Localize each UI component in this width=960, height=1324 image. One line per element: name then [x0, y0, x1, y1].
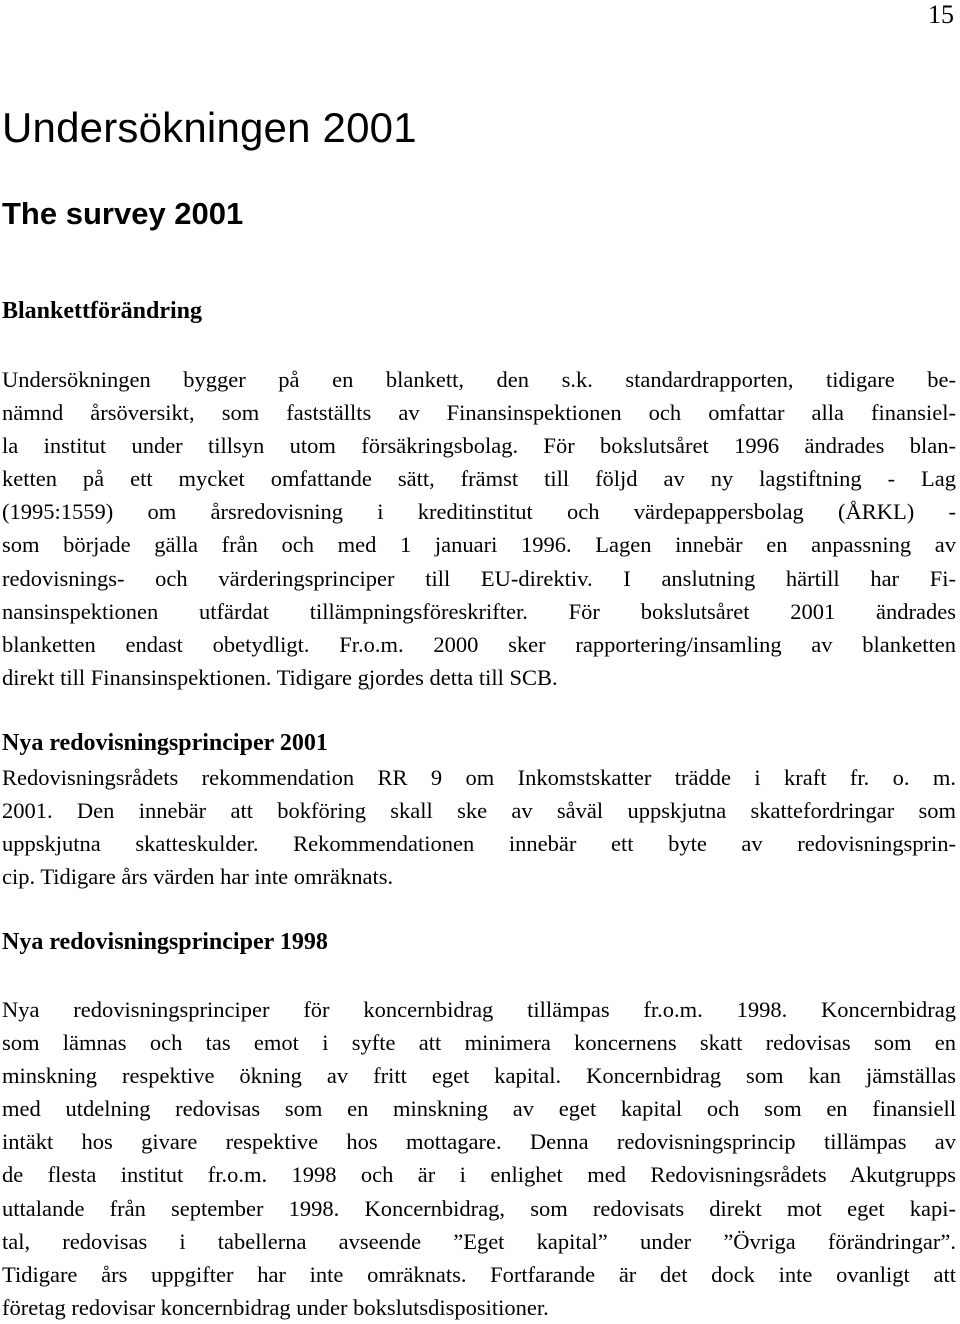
paragraph-line: Redovisningsrådets rekommendation RR 9 om Inkomstskatter trädde i kraft fr. o. m. [2, 765, 956, 790]
paragraph-line: 2001. Den innebär att bokföring skall ske av såväl uppskjutna skattefordringar som [2, 798, 956, 824]
paragraph-line: nansinspektionen utfärdat tillämpningsföreskrifter. För bokslutsåret 2001 ändrades [2, 598, 956, 624]
section-heading-principer-2001: Nya redovisningsprinciper 2001 [2, 730, 328, 756]
section-body-principer-2001 [2, 761, 956, 893]
paragraph-line: cip. Tidigare års värden har inte omräknats. [2, 864, 394, 890]
paragraph-line: nämnd årsöversikt, som fastställts av Finansinspektionen och omfattar alla finansiel- [2, 400, 956, 426]
paragraph-line: uttalande från september 1998. Koncernbidrag, som redovisats direkt mot eget kapi- [2, 1195, 956, 1221]
paragraph-line: direkt till Finansinspektionen. Tidigare gjordes detta till SCB. [2, 664, 558, 690]
paragraph-line: med utdelning redovisas som en minskning av eget kapital och som en finansiell [2, 1096, 956, 1122]
paragraph-line: Tidigare års uppgifter har inte omräknats. Fortfarande är det dock inte ovanligt att [2, 1261, 956, 1287]
page-title: Undersökningen 2001 [2, 104, 417, 151]
paragraph-line: Undersökningen bygger på en blankett, den s.k. standardrapporten, tidigare be- [2, 367, 956, 392]
section-heading-principer-1998: Nya redovisningsprinciper 1998 [2, 929, 328, 955]
paragraph-line: tal, redovisas i tabellerna avseende ”Eget kapital” under ”Övriga förändringar”. [2, 1228, 956, 1254]
paragraph-line: företag redovisar koncernbidrag under bokslutsdispositioner. [2, 1294, 549, 1320]
paragraph-line: la institut under tillsyn utom försäkringsbolag. För bokslutsåret 1996 ändrades blan- [2, 433, 956, 459]
section-heading-blankettforandring: Blankettförändring [2, 298, 203, 324]
paragraph-line: blanketten endast obetydligt. Fr.o.m. 2000 sker rapportering/insamling av blanketten [2, 631, 956, 657]
section-body-principer-1998 [2, 993, 956, 1324]
page-number: 15 [928, 0, 954, 29]
paragraph-line: ketten på ett mycket omfattande sätt, främst till följd av ny lagstiftning - Lag [2, 466, 956, 492]
paragraph-line: de flesta institut fr.o.m. 1998 och är i enlighet med Redovisningsrådets Akutgrupps [2, 1162, 956, 1188]
paragraph-line: som lämnas och tas emot i syfte att minimera koncernens skatt redovisas som en [2, 1030, 956, 1056]
paragraph-line: intäkt hos givare respektive hos mottagare. Denna redovisningsprincip tillämpas av [2, 1129, 956, 1155]
paragraph-line: uppskjutna skatteskulder. Rekommendationen innebär ett byte av redovisningsprin- [2, 831, 956, 857]
paragraph-line: redovisnings- och värderingsprinciper till EU-direktiv. I anslutning härtill har Fi- [2, 565, 956, 591]
paragraph-line: minskning respektive ökning av fritt eget kapital. Koncernbidrag som kan jämställas [2, 1063, 956, 1089]
section-body-blankettforandring [2, 363, 956, 694]
page-subtitle: The survey 2001 [2, 196, 244, 231]
paragraph-line: som började gälla från och med 1 januari 1996. Lagen innebär en anpassning av [2, 532, 956, 558]
paragraph-line: Nya redovisningsprinciper för koncernbidrag tillämpas fr.o.m. 1998. Koncernbidrag [2, 997, 956, 1022]
paragraph-line: (1995:1559) om årsredovisning i kreditinstitut och värdepappersbolag (ÅRKL) - [2, 499, 956, 525]
